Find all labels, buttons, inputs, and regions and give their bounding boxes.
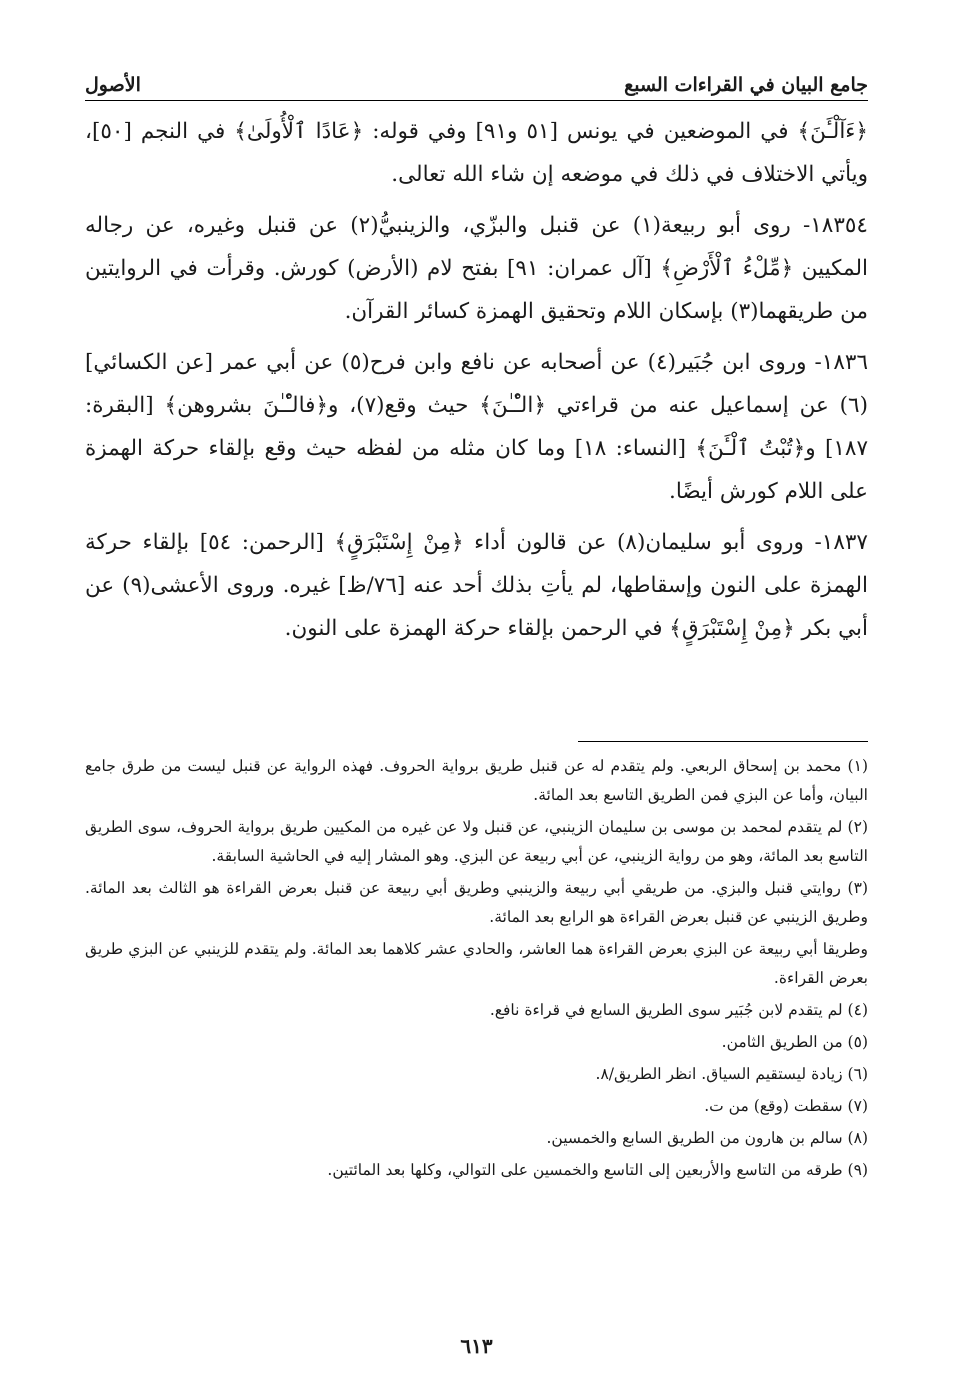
- footnote: (٣) روايتي قنبل والبزي. من طريقي أبي ربيعة والزينبي وطريق أبي ربيعة عن قنبل بعرض القراءة هو الثالث بعد المائة. وطريق الزينبي عن قنبل بعرض القراءة هو الرابع بعد المائة.: [85, 879, 868, 926]
- paragraph: ١٨٣٧- وروى أبو سليمان(٨) عن قالون أداء ﴿مِنْ إِسْتَبْرَقٍ﴾ [الرحمن: ٥٤] بإلقاء حركة الهمزة على النون وإسقاطها، لم يأتِ بذلك أحد عنه [٧٦/ظ] غيره. وروى الأعشى(٩) عن أبي بكر ﴿مِنْ إِسْتَبْرَقٍ﴾ في الرحمن بإلقاء حركة الهمزة على النون.: [85, 530, 868, 641]
- footnote: (١) محمد بن إسحاق الربعي. ولم يتقدم له عن قنبل طريق برواية الحروف. فهذه الرواية عن قنبل ليست من طرق جامع البيان، وأما عن البزي فمن الطريق التاسع بعد المائة.: [85, 757, 868, 804]
- footnote: (٧) سقطت (وقع) من ت.: [704, 1097, 868, 1115]
- paragraph: ﴿ءَآلْـَٔنَ﴾ في الموضعين في يونس [٥١ و٩١] وفي قوله: ﴿عَادًا ٱلْأُولَىٰ﴾ في النجم [٥٠]، ويأتي الاختلاف في ذلك في موضعه إن شاء الله تعالى.: [85, 119, 869, 187]
- footnote: (٩) طرقه من التاسع والأربعين إلى التاسع والخمسين على التوالي، وكلها بعد المائتين.: [327, 1161, 868, 1179]
- footnote: (٢) لم يتقدم لمحمد بن موسى بن سليمان الزينبي، عن قنبل ولا عن غيره من المكيين طريق برواية الحروف، سوى الطريق التاسع بعد المائة، وهو من رواية الزينبي، عن أبي ربيعة عن البزي. وهو المشار إليه في الحاشية السابقة.: [85, 818, 868, 865]
- footnote: (٤) لم يتقدم لابن جُبَير سوى الطريق السابع في قراءة نافع.: [489, 1001, 868, 1019]
- main-text: [85, 110, 868, 658]
- footnote-divider: [578, 741, 868, 742]
- running-header: [85, 62, 868, 96]
- footnotes: [85, 752, 868, 1188]
- paragraph: ١٨٣٥٤- روى أبو ربيعة(١) عن قنبل والبزّي، والزينبيُّ(٢) عن قنبل وغيره، عن رجاله المكيين ﴿مِّلْءُ ٱلْأَرْضِ﴾ [آل عمران: ٩١] بفتح لام (الأرض) كورش. وقرأت في الروايتين من طريقهما(٣) بإسكان اللام وتحقيق الهمزة كسائر القرآن.: [85, 213, 868, 324]
- section-title: الأصول: [85, 74, 141, 96]
- book-title: جامع البيان في القراءات السبع: [624, 74, 868, 96]
- page-number: ٦١٣: [460, 1334, 493, 1358]
- header-divider: [85, 100, 868, 101]
- paragraph: ١٨٣٦- وروى ابن جُبَير(٤) عن أصحابه عن نافع وابن فرح(٥) عن أبي عمر [عن الكسائي](٦) عن إسماعيل عنه من قراءتي ﴿الـْٔـٰنَ﴾ حيث وقع(٧)، و﴿فالـْٔـٰنَ بشروهن﴾ [البقرة: ١٨٧] و﴿تُبْتُ ٱلْـَٔنَ﴾ [النساء: ١٨] وما كان مثله من لفظه حيث وقع بإلقاء حركة الهمزة على اللام كورش أيضًا.: [85, 350, 869, 504]
- footnote: (٥) من الطريق الثامن.: [721, 1033, 868, 1051]
- footnote: (٨) سالم بن هارون من الطريق السابع والخمسين.: [546, 1129, 868, 1147]
- footnote: (٦) زيادة ليستقيم السياق. انظر الطريق/٨.: [595, 1065, 868, 1083]
- footnote-continuation: وطريقا أبي ربيعة عن البزي بعرض القراءة هما العاشر، والحادي عشر كلاهما بعد المائة. ولم يتقدم للزينبي عن البزي طريق بعرض القراءة.: [85, 940, 868, 987]
